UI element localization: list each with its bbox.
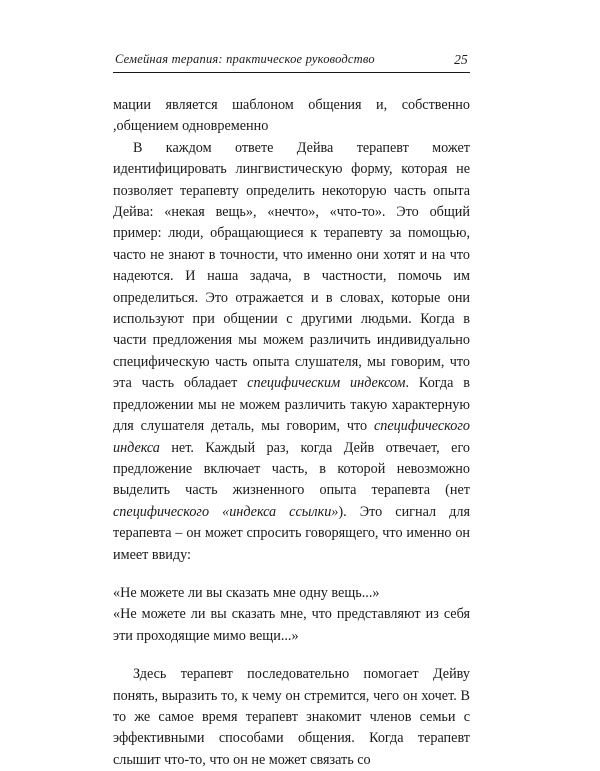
paragraph-main-part-1: В каждом ответе Дейва терапевт может идентифицировать лингвистическую форму, которая не позволяет терапевту определить некоторую часть опыта Дейва: «некая вещь», «нечто», «что-то». Это общий пример: люди, обращающиеся к терапевту за помощью, часто не знают в точности, что именно они хотят и на что надеются. И наша задача, в частности, помочь им определиться. Это отражается и в словах, которые они используют при общении с другими людьми. Когда в части предложения мы можем различить индивидуально специфическую часть опыта слушателя, мы говорим, что эта часть обладает (113, 139, 470, 392)
spacer (113, 647, 470, 664)
term-specific-index: специфическим индексом (247, 375, 406, 392)
running-header (113, 52, 470, 73)
spacer (113, 566, 470, 583)
paragraph-continuation: мации является шаблоном общения и, собственно ,общением одновременно (113, 97, 470, 135)
term-reference-index: специфического «индекса ссылки» (113, 503, 339, 520)
running-title: Семейная терапия: практическое руководство (115, 52, 375, 66)
paragraph-main-part-4: ). Это сигнал для терапевта – он может спросить говорящего, что именно он имеет ввиду: (113, 503, 470, 563)
body-text (113, 95, 470, 771)
paragraph-main-part-2: . Когда в предложении мы не можем различить такую характерную для слушателя деталь, мы говорим, что (113, 375, 470, 435)
paragraph-main (113, 138, 470, 566)
quote-one: «Не можете ли вы сказать мне одну вещь...» (113, 584, 380, 601)
paragraph-main-part-3: нет. Каждый раз, когда Дейв отвечает, его предложение включает часть, в которой невозможно выделить часть жизненного опыта терапевта (нет (113, 439, 470, 499)
quote-two: «Не можете ли вы сказать мне, что представляют из себя эти проходящие мимо вещи...» (113, 606, 470, 644)
paragraph-closing: Здесь терапевт последовательно помогает Дейву понять, выразить то, к чему он стремится, чего он хочет. В то же самое время терапевт знакомит членов семьи с эффективными способами общения. Когда терапевт слышит что-то, что он не может связать со (113, 666, 470, 768)
term-specific-index-genitive: специфического индекса (113, 418, 470, 456)
page-number: 25 (454, 52, 468, 67)
